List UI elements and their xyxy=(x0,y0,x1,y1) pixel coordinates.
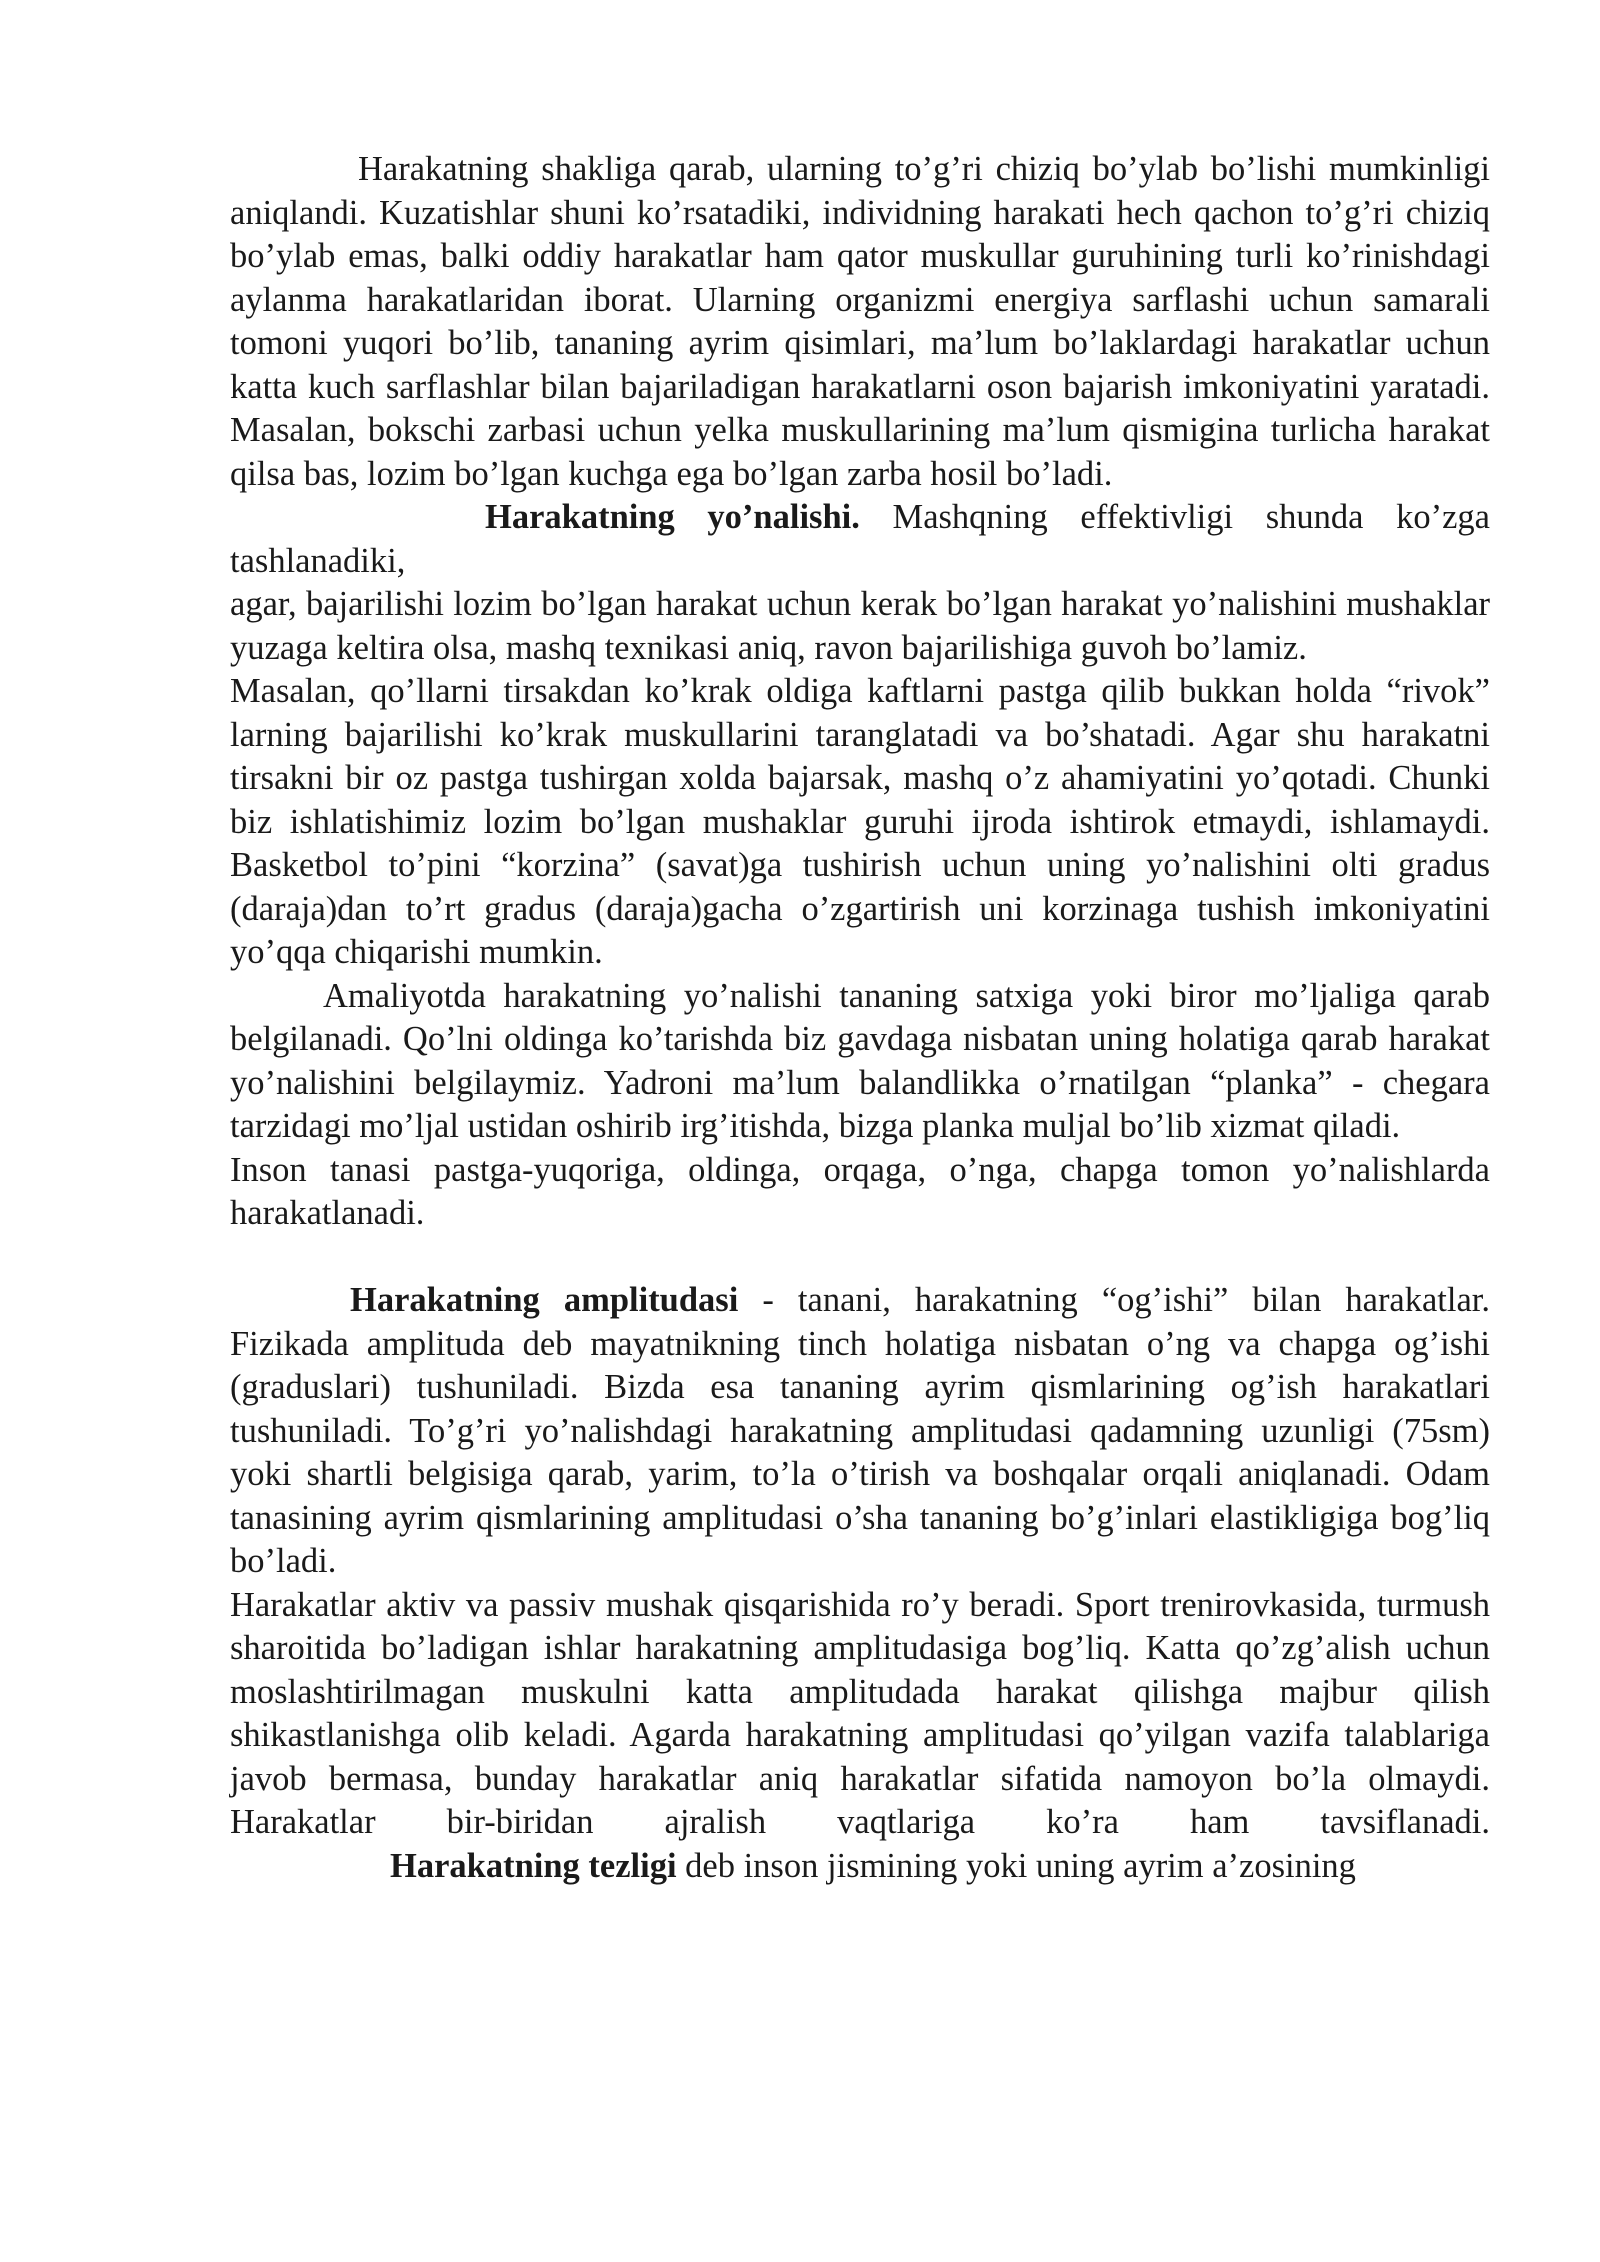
heading-direction: Harakatning yo’nalishi. xyxy=(485,498,860,536)
heading-speed: Harakatning tezligi xyxy=(390,1846,677,1885)
document-page xyxy=(230,148,1490,1888)
paragraph-practice: Amaliyotda harakatning yo’nalishi tananing satxiga yoki biror mo’ljaliga qarab belgilanadi. Qo’lni oldinga ko’tarishda biz gavdaga nisbatan uning holatiga qarab harakat yo’nalishini belgilaymiz. Yadroni ma’lum balandlikka o’rnatilgan “planka” - chegara tarzidagi mo’ljal ustidan oshirib irg’itishda, bizga planka muljal bo’lib xizmat qiladi. xyxy=(230,976,1490,1145)
paragraph-amplitude xyxy=(230,1279,1490,1584)
paragraph-shape: Harakatning shakliga qarab, ularning to’g’ri chiziq bo’ylab bo’lishi mumkinligi aniqlandi. Kuzatishlar shuni ko’rsatadiki, individning harakati hech qachon to’g’ri chiziq bo’ylab emas, balki oddiy harakatlar ham qator muskullar guruhining turli ko’rinishdagi aylanma harakatlaridan iborat. Ularning organizmi energiya sarflashi uchun samarali tomoni yuqori bo’lib, tananing ayrim qisimlari, ma’lum bo’laklardagi harakatlar uchun katta kuch sarflashlar bilan bajariladigan harakatlarni oson bajarish imkoniyatini yaratadi. Masalan, bokschi zarbasi uchun yelka muskullarining ma’lum qismigina turlicha harakat qilsa bas, lozim bo’lgan kuchga ega bo’lgan zarba hosil bo’ladi. xyxy=(230,150,1490,493)
paragraph-body-directions: Inson tanasi pastga-yuqoriga, oldinga, orqaga, o’nga, chapga tomon yo’nalishlarda harakatlanadi. xyxy=(230,1150,1490,1232)
paragraph-basketball: Basketbol to’pini “korzina” (savat)ga tushirish uchun uning yo’nalishini olti gradus (daraja)dan to’rt gradus (daraja)gacha o’zgartirish uni korzinaga tushish imkoniyatini yo’qqa chiqarishi mumkin. xyxy=(230,846,1490,971)
heading-amplitude: Harakatning amplitudasi xyxy=(350,1281,739,1319)
paragraph-speed xyxy=(230,1845,1490,1889)
blank-line xyxy=(230,1236,1490,1280)
paragraph-speed-text: deb inson jismining yoki uning ayrim a’zosining xyxy=(676,1846,1356,1885)
paragraph-direction-body: agar, bajarilishi lozim bo’lgan harakat uchun kerak bo’lgan harakat yo’nalishini mushaklar yuzaga keltira olsa, mashq texnikasi aniq, ravon bajarilishiga guvoh bo’lamiz. xyxy=(230,585,1490,667)
paragraph-direction-intro xyxy=(230,496,1490,583)
paragraph-direction-example: Masalan, qo’llarni tirsakdan ko’krak oldiga kaftlarni pastga qilib bukkan holda “rivok” larning bajarilishi ko’krak muskullarini taranglatadi va bo’shatadi. Agar shu harakatni tirsakni bir oz pastga tushirgan xolda bajarsak, mashq o’z ahamiyatini yo’qotadi. Chunki biz ishlatishimiz lozim bo’lgan mushaklar guruhi ijroda ishtirok etmaydi, ishlamaydi. xyxy=(230,672,1490,841)
paragraph-amplitude-text: - tanani, harakatning “og’ishi” bilan harakatlar. Fizikada amplituda deb mayatnikning tinch holatiga nisbatan o’ng va chapga og’ishi (graduslari) tushuniladi. Bizda esa tananing ayrim qismlarining og’ish harakatlari tushuniladi. To’g’ri yo’nalishdagi harakatning amplitudasi qadamning uzunligi (75sm) yoki shartli belgisiga qarab, yarim, to’la o’tirish va boshqalar orqali aniqlanadi. Odam tanasining ayrim qismlarining amplitudasi o’sha tananing bo’g’inlari elastikligiga bog’liq bo’ladi. xyxy=(230,1281,1490,1580)
paragraph-amplitude-practice: Harakatlar aktiv va passiv mushak qisqarishida ro’y beradi. Sport trenirovkasida, turmush sharoitida bo’ladigan ishlar harakatning amplitudasiga bog’liq. Katta qo’zg’alish uchun moslashtirilmagan muskulni katta amplitudada harakat qilishga majbur qilish shikastlanishga olib keladi. Agarda harakatning amplitudasi qo’yilgan vazifa talablariga javob bermasa, bunday harakatlar aniq harakatlar sifatida namoyon bo’la olmaydi. Harakatlar bir-biridan ajralish vaqtlariga ko’ra ham tavsiflanadi. xyxy=(230,1585,1490,1841)
paragraph-direction-intro-text: Mashqning effektivligi shunda ko’zga tashlanadiki, xyxy=(230,498,1490,580)
